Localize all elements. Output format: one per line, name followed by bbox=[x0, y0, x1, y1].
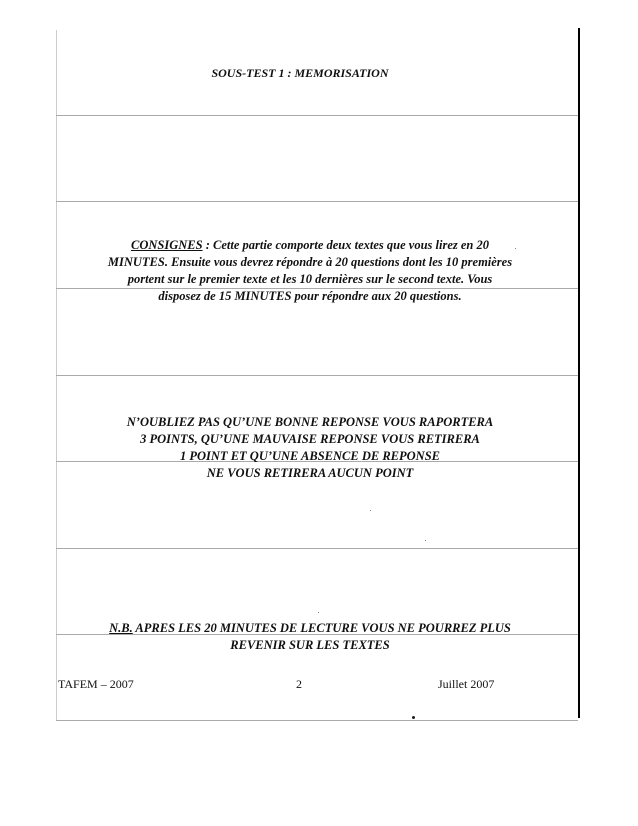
scan-speck bbox=[425, 540, 426, 541]
nb-line-1 bbox=[40, 620, 580, 637]
scan-speck bbox=[370, 510, 371, 511]
scoring-warning-block bbox=[40, 414, 580, 482]
consignes-line-1-text: Cette partie comporte deux textes que vous lirez en 20 bbox=[212, 238, 489, 252]
nb-label: N.B. bbox=[109, 621, 133, 635]
scan-speck bbox=[412, 716, 415, 719]
consignes-block bbox=[40, 237, 580, 305]
consignes-line-1 bbox=[40, 237, 580, 254]
consignes-line-3: portent sur le premier texte et les 10 dernières sur le second texte. Vous bbox=[127, 272, 493, 286]
footer-right: Juillet 2007 bbox=[438, 677, 495, 691]
nb-block bbox=[40, 620, 580, 654]
footer-left: TAFEM – 2007 bbox=[58, 677, 134, 691]
divider-line bbox=[56, 720, 578, 721]
consignes-label: CONSIGNES bbox=[131, 238, 203, 252]
divider-line bbox=[56, 201, 578, 202]
nb-line-1-text: APRES LES 20 MINUTES DE LECTURE VOUS NE POURREZ PLUS bbox=[132, 621, 511, 635]
right-border-line bbox=[578, 28, 580, 718]
consignes-line-2: MINUTES. Ensuite vous devrez répondre à 20 questions dont les 10 premières bbox=[107, 255, 513, 269]
divider-line bbox=[56, 548, 578, 549]
warning-line-2: 3 POINTS, QU’UNE MAUVAISE REPONSE VOUS RETIRERA bbox=[140, 432, 480, 446]
nb-line-2: REVENIR SUR LES TEXTES bbox=[230, 638, 390, 652]
scan-speck bbox=[515, 248, 516, 249]
divider-line bbox=[56, 375, 578, 376]
warning-line-3: 1 POINT ET QU’UNE ABSENCE DE REPONSE bbox=[180, 449, 440, 463]
warning-line-1: N’OUBLIEZ PAS QU’UNE BONNE REPONSE VOUS RAPORTERA bbox=[126, 415, 494, 429]
page-number: 2 bbox=[296, 677, 302, 691]
scan-speck bbox=[318, 612, 319, 613]
page-title: SOUS-TEST 1 : MEMORISATION bbox=[211, 66, 389, 80]
consignes-line-4: disposez de 15 MINUTES pour répondre aux 20 questions. bbox=[158, 289, 462, 303]
divider-line bbox=[56, 115, 578, 116]
consignes-separator: : bbox=[202, 238, 213, 252]
warning-line-4: NE VOUS RETIRERA AUCUN POINT bbox=[206, 466, 414, 480]
